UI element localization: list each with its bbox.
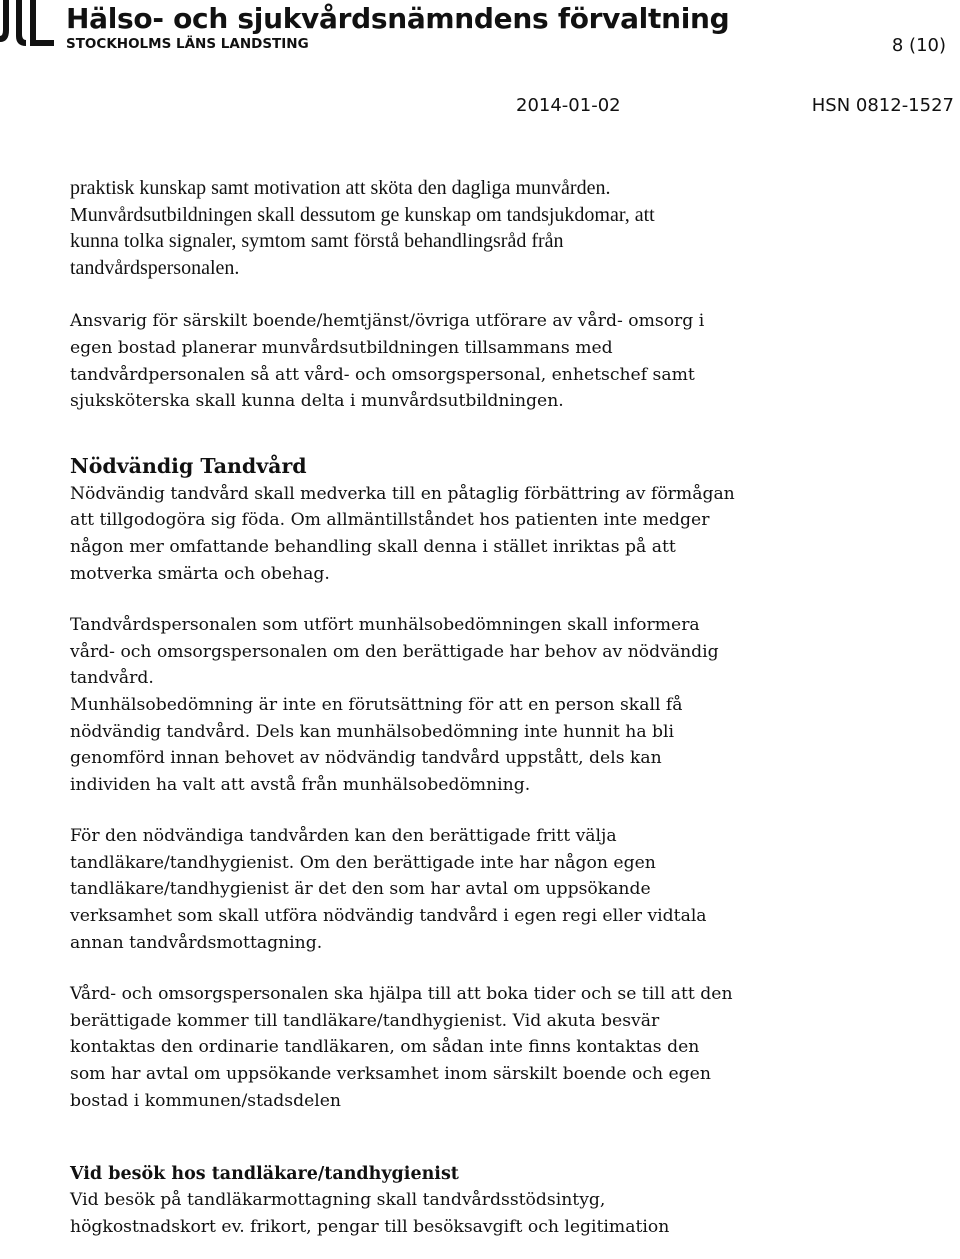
- text-line: någon mer omfattande behandling skall denna i stället inriktas på att: [70, 536, 676, 557]
- text-line: egen bostad planerar munvårdsutbildningen tillsammans med: [70, 337, 613, 358]
- text-line: tandvårdpersonalen så att vård- och omsorgspersonal, enhetschef samt: [70, 364, 695, 385]
- text-line: högkostnadskort ev. frikort, pengar till besöksavgift och legitimation: [70, 1216, 670, 1237]
- text-line: Tandvårdspersonalen som utfört munhälsobedömningen skall informera: [70, 615, 700, 636]
- paragraph-vid-besok: [70, 1187, 950, 1240]
- text-line: sjuksköterska skall kunna delta i munvårdsutbildningen.: [70, 391, 564, 412]
- text-line: Munhälsobedömning är inte en förutsättning för att en person skall få: [70, 694, 683, 715]
- paragraph-val-av-tandlakare: [70, 823, 950, 956]
- paragraph-ansvarig: [70, 308, 950, 414]
- text-line: individen ha valt att avstå från munhälsobedömning.: [70, 774, 531, 795]
- text-line: Vård- och omsorgspersonalen ska hjälpa till att boka tider och se till att den: [70, 984, 733, 1005]
- text-line: tandvårdspersonalen.: [70, 256, 240, 279]
- text-line: För den nödvändiga tandvården kan den berättigade fritt välja: [70, 826, 617, 847]
- text-line: verksamhet som skall utföra nödvändig tandvård i egen regi eller vidtala: [70, 906, 707, 927]
- text-line: tandläkare/tandhygienist är det den som har avtal om uppsökande: [70, 879, 651, 900]
- org-subtitle: STOCKHOLMS LÄNS LANDSTING: [66, 36, 309, 52]
- text-line: kunna tolka signaler, symtom samt förstå behandlingsråd från: [70, 230, 564, 253]
- text-line: som har avtal om uppsökande verksamhet inom särskilt boende och egen: [70, 1064, 711, 1085]
- text-line: nödvändig tandvård. Dels kan munhälsobedömning inte hunnit ha bli: [70, 721, 675, 742]
- paragraph-nodvandig: [70, 481, 950, 587]
- paragraph-boka-tider: [70, 981, 950, 1114]
- paragraph-munhalsobedomning: [70, 612, 950, 798]
- text-line: tandvård.: [70, 668, 154, 689]
- text-line: motverka smärta och obehag.: [70, 563, 330, 584]
- page-number: 8 (10): [891, 35, 946, 56]
- text-line: Munvårdsutbildningen skall dessutom ge kunskap om tandsjukdomar, att: [70, 203, 655, 226]
- text-line: att tillgodogöra sig föda. Om allmäntillståndet hos patienten inte medger: [70, 510, 710, 531]
- document-body: [70, 175, 950, 1240]
- text-line: berättigade kommer till tandläkare/tandhygienist. Vid akuta besvär: [70, 1010, 660, 1031]
- text-line: annan tandvårdsmottagning.: [70, 932, 323, 953]
- text-line: vård- och omsorgspersonalen om den berättigade har behov av nödvändig: [70, 641, 719, 662]
- org-title: Hälso- och sjukvårdsnämndens förvaltning: [66, 2, 730, 35]
- paragraph-munvardsutbildning: [70, 175, 950, 281]
- text-line: Vid besök på tandläkarmottagning skall tandvårdsstödsintyg,: [70, 1190, 606, 1211]
- text-line: genomförd innan behovet av nödvändig tandvård uppstått, dels kan: [70, 748, 662, 769]
- text-line: kontaktas den ordinarie tandläkaren, om sådan inte finns kontaktas den: [70, 1037, 700, 1058]
- document-date: 2014-01-02: [516, 95, 621, 116]
- text-line: bostad i kommunen/stadsdelen: [70, 1090, 341, 1111]
- heading-nodvandig-tandvard: Nödvändig Tandvård: [70, 453, 307, 478]
- text-line: Ansvarig för särskilt boende/hemtjänst/övriga utförare av vård- omsorg i: [70, 311, 705, 332]
- sll-logo: [0, 0, 60, 50]
- text-line: praktisk kunskap samt motivation att sköta den dagliga munvården.: [70, 177, 611, 199]
- text-line: Nödvändig tandvård skall medverka till en påtaglig förbättring av förmågan: [70, 483, 735, 504]
- text-line: tandläkare/tandhygienist. Om den berättigade inte har någon egen: [70, 852, 656, 873]
- document-reference: HSN 0812-1527: [811, 95, 954, 116]
- heading-vid-besok: Vid besök hos tandläkare/tandhygienist: [70, 1164, 459, 1185]
